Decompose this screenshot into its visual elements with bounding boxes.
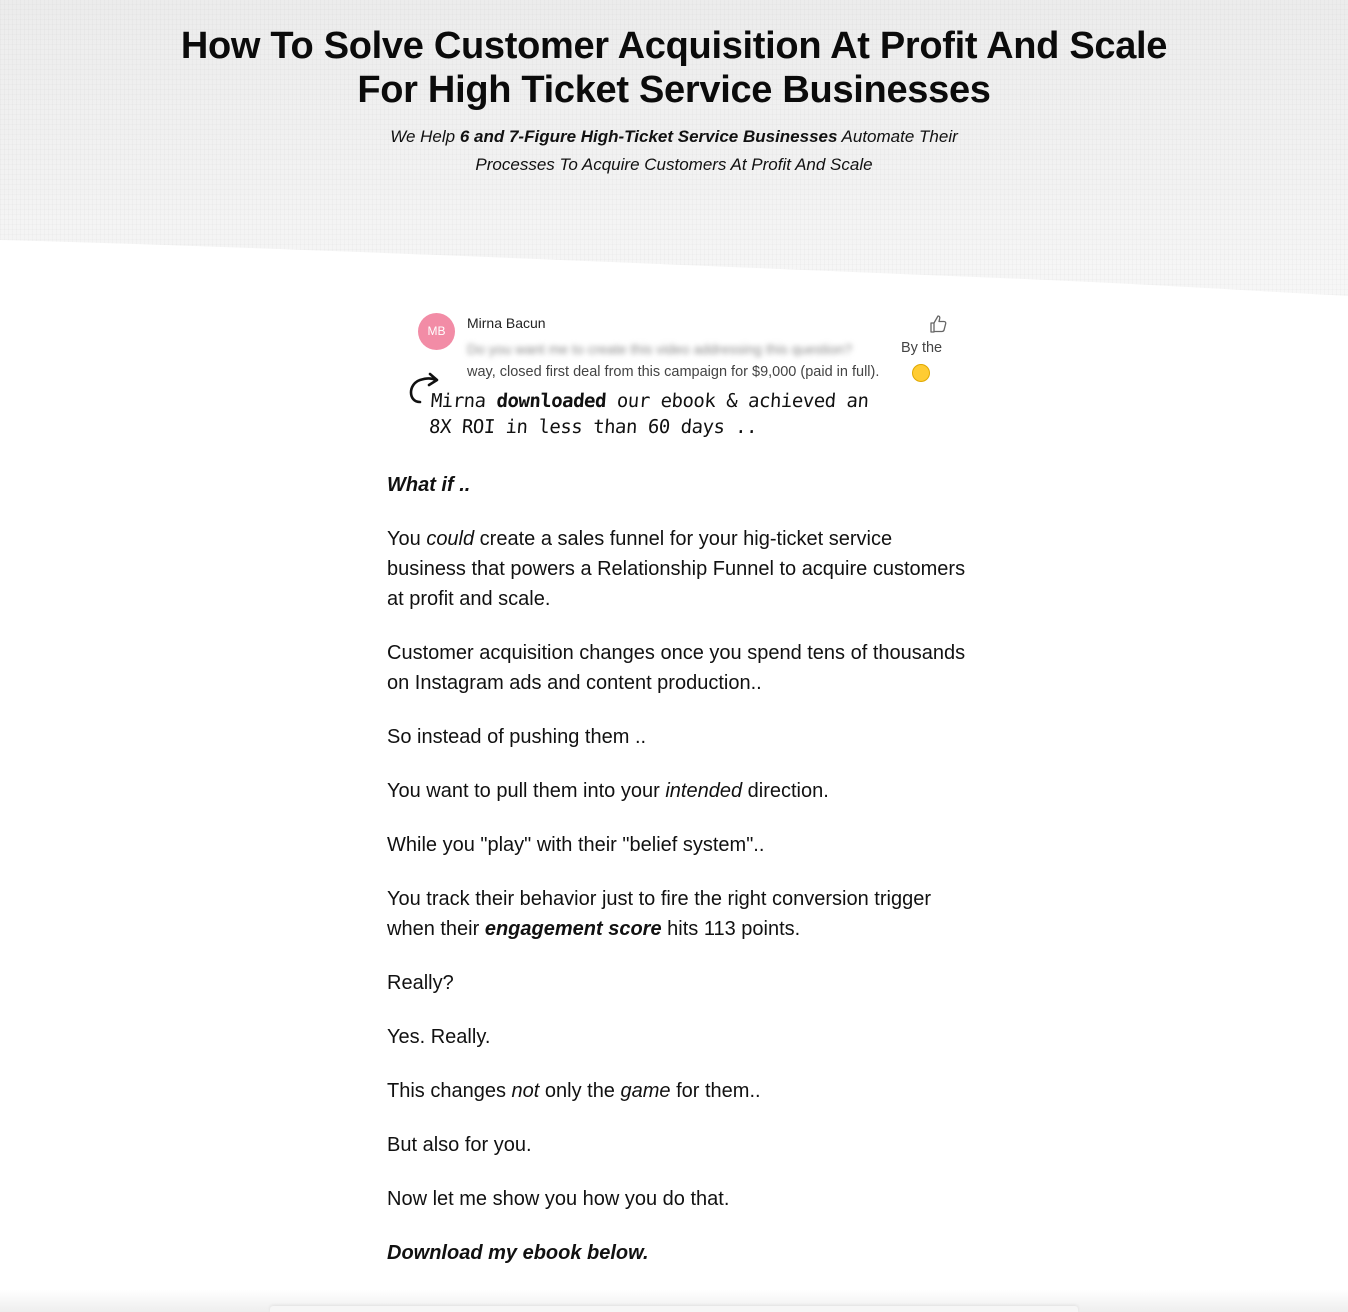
note-prefix: Mirna [430,390,498,412]
p10-e: for them.. [670,1080,761,1102]
subtitle-bold: 6 and 7-Figure High-Ticket Service Businesses [459,127,838,146]
p10-a: This changes [387,1080,512,1102]
paragraph-2 [387,524,967,614]
p5-a: You want to pull them into your [387,780,666,802]
note-suffix: our ebook & achieved an 8X ROI in less than 60 days .. [428,390,870,438]
paragraph-6: While you "play" with their "belief system".. [387,834,765,856]
subtitle-suffix: Automate Their Processes To Acquire Customers At Profit And Scale [475,127,958,174]
paragraph-4: So instead of pushing them .. [387,726,647,748]
paragraph-download-cta: Download my ebook below. [387,1242,649,1264]
subtitle-prefix: We Help [390,127,460,146]
paragraph-12: Now let me show you how you do that. [387,1188,730,1210]
p7-b: engagement score [484,918,662,940]
testimonial-author: Mirna Bacun [467,315,546,331]
paragraph-8: Really? [387,972,454,994]
testimonial-text-line2: way, closed first deal from this campaign for $9,000 (paid in full). [467,364,880,380]
bottom-card-edge [270,1306,1078,1312]
emoji-icon [912,364,930,382]
p2-a: You [387,528,427,550]
hero-wave-divider [0,236,1348,306]
testimonial-card [418,308,958,448]
hero-section [0,0,1348,300]
p2-c: create a sales funnel for your hig-ticket service business that powers a Relationship Funnel to acquire customers at profit and scale. [387,528,966,610]
p2-b: could [426,528,475,550]
p5-b: intended [665,780,743,802]
paragraph-11: But also for you. [387,1134,532,1156]
testimonial-blurred-text: Do you want me to create this video addressing this question? [467,341,853,357]
p5-c: direction. [742,780,829,802]
note-bold: downloaded [495,390,607,412]
testimonial-text-line1: By the [901,340,943,356]
paragraph-9: Yes. Really. [387,1026,491,1048]
paragraph-3: Customer acquisition changes once you spend tens of thousands on Instagram ads and content production.. [387,642,966,694]
thumbs-up-icon[interactable] [928,314,948,334]
page-subtitle [374,123,974,179]
paragraph-5 [387,776,967,806]
page-title: How To Solve Customer Acquisition At Profit And Scale For High Ticket Service Businesses [180,25,1168,111]
p10-d: game [620,1080,671,1102]
p7-c: hits 113 points. [661,918,801,940]
handwritten-note [428,388,902,440]
paragraph-what-if: What if .. [387,474,471,496]
main-copy [387,470,967,1292]
avatar: MB [418,313,455,350]
paragraph-10 [387,1076,967,1106]
p7-a: You track their behavior just to fire the right conversion trigger when their [387,888,931,940]
p10-c: only the [539,1080,621,1102]
p10-b: not [511,1080,540,1102]
paragraph-7 [387,884,967,944]
